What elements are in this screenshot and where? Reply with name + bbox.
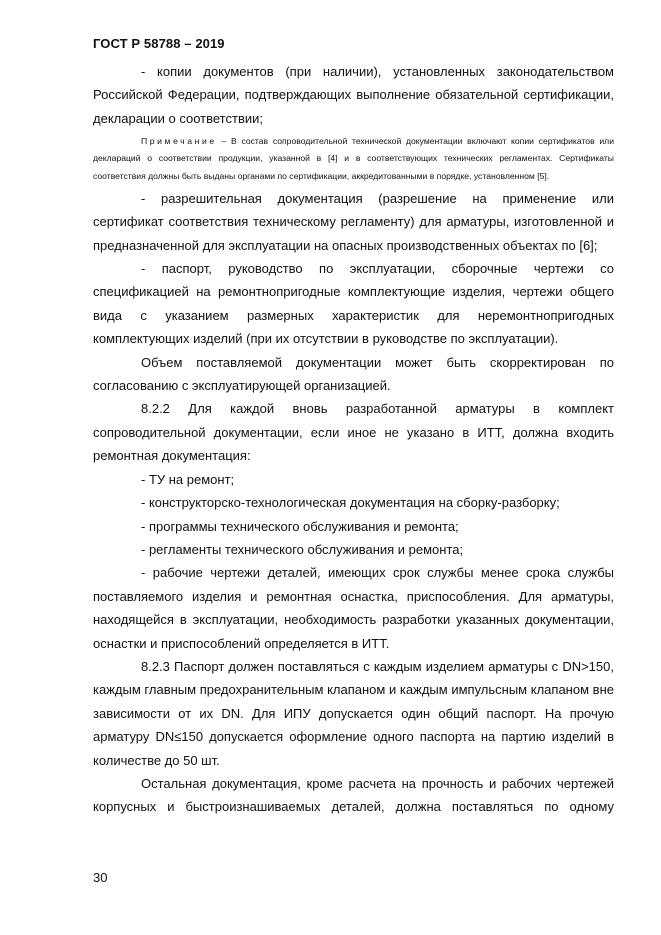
paragraph-copies-of-documents: - копии документов (при наличии), установленных законодательством Российской Федерации, подтверждающих выполнение обязательной сертификации, декларации о соответствии; [93, 64, 614, 126]
list-item-maintenance-programs: - программы технического обслуживания и ремонта; [141, 518, 459, 534]
page-number: 30 [93, 870, 108, 885]
note-dash: – [216, 136, 231, 147]
list-item-working-drawings: - рабочие чертежи деталей, имеющих срок службы менее срока службы поставляемого изделия и ремонтная оснастка, приспособления. Для арматуры, находящейся в эксплуатации, необходимость разработки указанных документации, оснастки и приспособлений определяется в ИТТ. [93, 565, 614, 651]
paragraph-8-2-2: 8.2.2 Для каждой вновь разработанной арматуры в комплект сопроводительной документации, если иное не указано в ИТТ, должна входить ремонтная документация: [93, 401, 614, 464]
list-item-maintenance-regulations: - регламенты технического обслуживания и ремонта; [141, 541, 464, 557]
paragraph-passport-manual-drawings: - паспорт, руководство по эксплуатации, сборочные чертежи со спецификацией на ремонтнопригодные комплектующие изделия, чертежи общего вида с указанием размерных характеристик для неремонтнопригодных комплектующих изделий (при их отсутствии в руководстве по эксплуатации). [93, 261, 614, 347]
paragraph-documentation-volume: Объем поставляемой документации может быть скорректирован по согласованию с эксплуатирующей организацией. [93, 354, 614, 394]
paragraph-other-documentation: Остальная документация, кроме расчета на прочность и рабочих чертежей корпусных и быстроизнашиваемых деталей, должна поставляться по одному [93, 775, 614, 815]
page-header-standard-number: ГОСТ Р 58788 – 2019 [93, 36, 225, 51]
note-label: Примечание [141, 136, 217, 147]
note-text: В состав сопроводительной технической документации включают копии сертификатов или деклараций о соответствии продукции, указанной в [4] и в соответствующих технических регламентах. Сертификаты соответствия должны быть выданы органами по сертификации, аккредитованными в порядке, установленном [5]. [93, 136, 614, 181]
paragraph-permit-documentation: - разрешительная документация (разрешение на применение или сертификат соответствия техническому регламенту) для арматуры, изготовленной и предназначенной для эксплуатации на опасных производственных объектах по [6]; [93, 190, 614, 253]
list-item-tu-repair: - ТУ на ремонт; [141, 471, 235, 487]
paragraph-8-2-3: 8.2.3 Паспорт должен поставляться с каждым изделием арматуры с DN>150, каждым главным предохранительным клапаном и каждым импульсным клапаном вне зависимости от их DN. Для ИПУ допускается один общий паспорт. На прочую арматуру DN≤150 допускается оформление одного паспорта на партию изделий в количестве до 50 шт. [93, 658, 614, 768]
list-item-design-tech-docs: - конструкторско-технологическая документация на сборку-разборку; [141, 495, 560, 511]
document-body [93, 60, 614, 819]
note-block [93, 133, 614, 185]
